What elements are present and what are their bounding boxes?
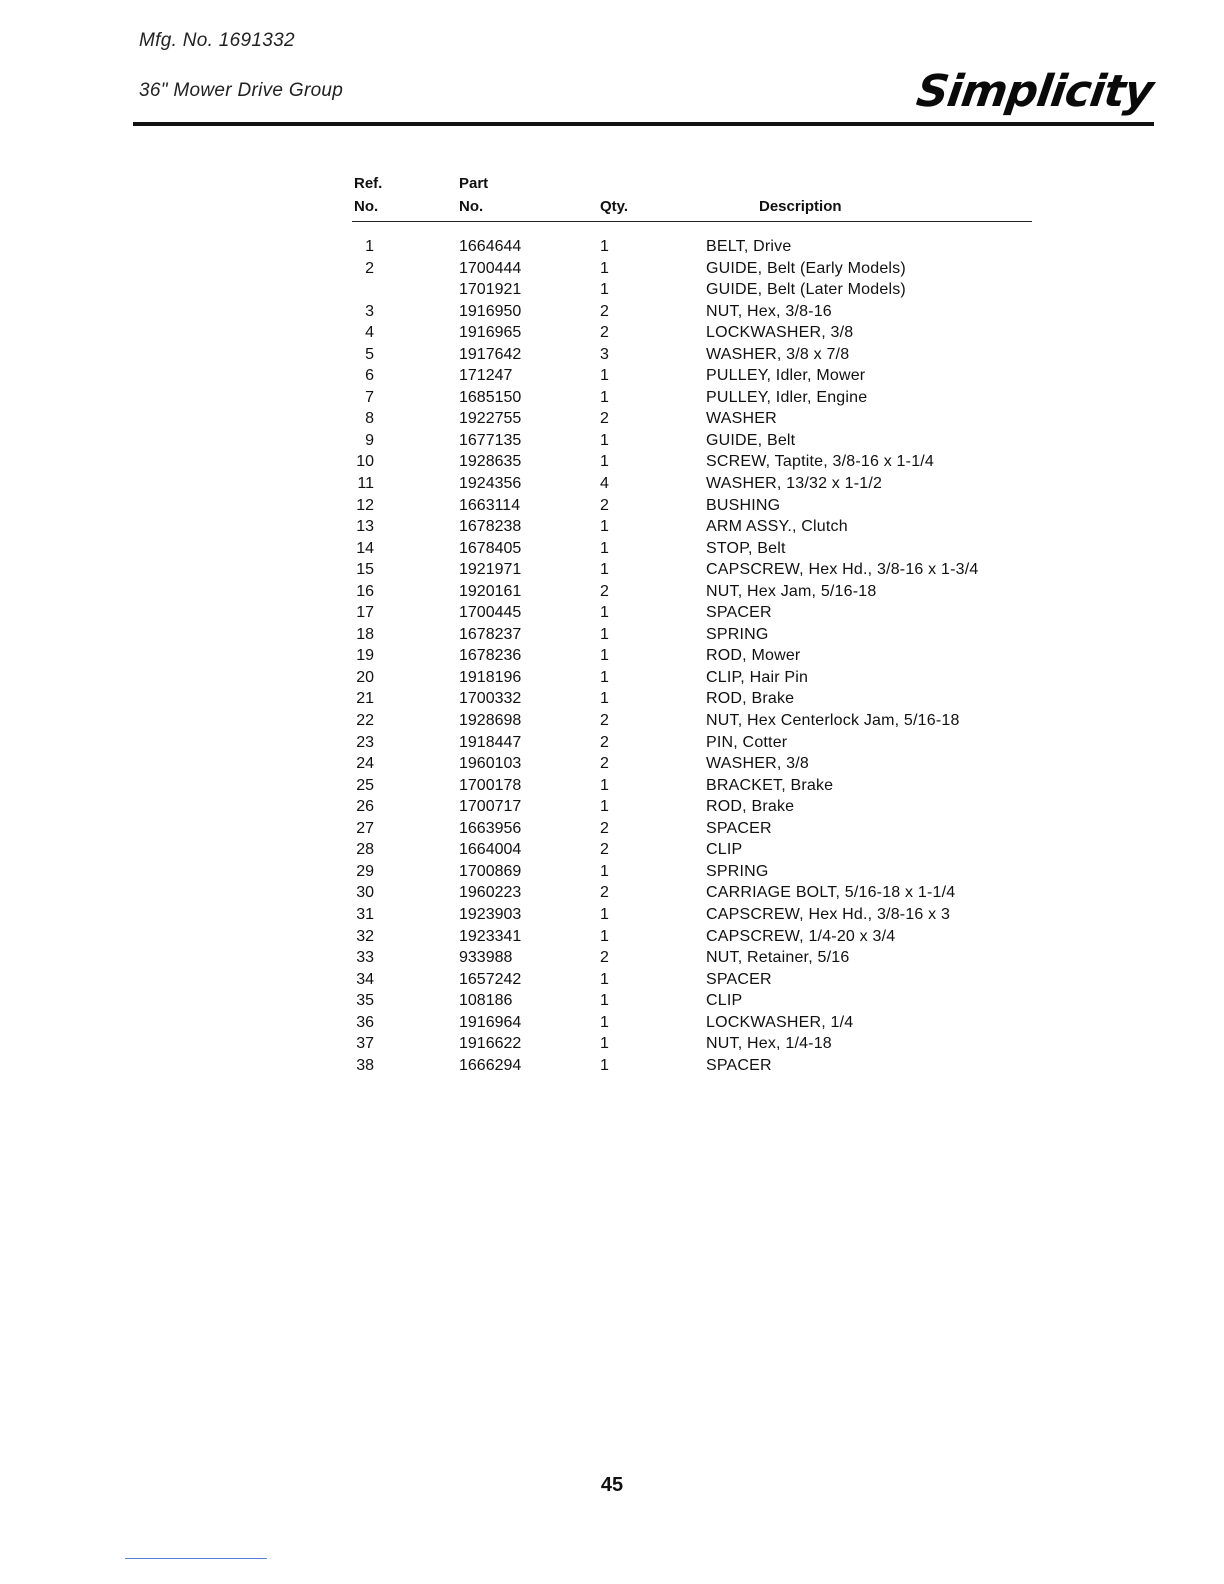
qty-cell: 2 (600, 733, 609, 751)
header-ref-no-label: No. (354, 198, 379, 215)
qty-cell: 1 (600, 668, 609, 686)
qty-cell: 3 (600, 345, 609, 363)
description-cell: CAPSCREW, Hex Hd., 3/8-16 x 3 (706, 905, 951, 923)
table-row (352, 559, 1032, 581)
description-cell: ROD, Brake (706, 690, 795, 708)
group-title: 36" Mower Drive Group (139, 80, 344, 101)
table-row (352, 236, 1032, 258)
ref-cell: 22 (356, 712, 374, 730)
description-cell: SCREW, Taptite, 3/8-16 x 1-1/4 (706, 453, 935, 471)
description-cell: SPRING (706, 625, 769, 643)
description-cell: NUT, Retainer, 5/16 (706, 949, 850, 967)
ref-cell: 30 (356, 884, 374, 902)
ref-cell: 20 (356, 668, 374, 686)
ref-cell: 4 (365, 324, 374, 342)
table-body (352, 236, 1032, 1076)
ref-cell: 15 (356, 561, 374, 579)
part-no-cell: 1700444 (459, 259, 522, 277)
part-no-cell: 1922755 (459, 410, 522, 428)
ref-cell: 6 (365, 367, 374, 385)
qty-cell: 2 (600, 496, 609, 514)
qty-cell: 1 (600, 604, 609, 622)
qty-cell: 1 (600, 970, 609, 988)
qty-cell: 2 (600, 819, 609, 837)
description-cell: PULLEY, Idler, Mower (706, 367, 866, 385)
table-row (352, 602, 1032, 624)
header-rule (133, 122, 1154, 126)
ref-cell: 18 (356, 625, 374, 643)
qty-cell: 1 (600, 992, 609, 1010)
ref-cell: 34 (356, 970, 374, 988)
table-row (352, 279, 1032, 301)
part-no-cell: 1701921 (459, 281, 522, 299)
qty-cell: 1 (600, 367, 609, 385)
qty-cell: 1 (600, 776, 609, 794)
description-cell: CARRIAGE BOLT, 5/16-18 x 1-1/4 (706, 884, 956, 902)
page-number: 45 (600, 1474, 624, 1496)
qty-cell: 2 (600, 712, 609, 730)
table-row (352, 1033, 1032, 1055)
table-row (352, 451, 1032, 473)
description-cell: BUSHING (706, 496, 781, 514)
part-no-cell: 1916964 (459, 1013, 522, 1031)
ref-cell: 32 (356, 927, 374, 945)
qty-cell: 1 (600, 281, 609, 299)
description-cell: SPACER (706, 970, 772, 988)
part-no-cell: 1664644 (459, 238, 522, 255)
table-row (352, 645, 1032, 667)
table-row (352, 775, 1032, 797)
description-cell: SPACER (706, 1056, 772, 1074)
part-no-cell: 1917642 (459, 345, 522, 363)
description-cell: ARM ASSY., Clutch (706, 518, 848, 536)
part-no-cell: 1918196 (459, 668, 522, 686)
ref-cell: 12 (356, 496, 374, 514)
table-row (352, 904, 1032, 926)
part-no-cell: 1663956 (459, 819, 522, 837)
ref-cell: 2 (365, 259, 374, 277)
description-cell: PIN, Cotter (706, 733, 788, 751)
part-no-cell: 1677135 (459, 431, 522, 449)
table-row (352, 818, 1032, 840)
part-no-cell: 1921971 (459, 561, 522, 579)
part-no-cell: 1666294 (459, 1056, 522, 1074)
qty-cell: 1 (600, 905, 609, 923)
ref-cell: 36 (356, 1013, 374, 1031)
qty-cell: 1 (600, 431, 609, 449)
ref-cell: 11 (357, 475, 374, 493)
description-cell: LOCKWASHER, 1/4 (706, 1013, 854, 1031)
table-row (352, 430, 1032, 452)
table-row (352, 581, 1032, 603)
qty-cell: 1 (600, 927, 609, 945)
part-no-cell: 1657242 (459, 970, 522, 988)
part-no-cell: 1700717 (459, 798, 522, 816)
mfg-number: Mfg. No. 1691332 (139, 30, 295, 51)
ref-cell: 27 (356, 819, 374, 837)
part-no-cell: 1916622 (459, 1035, 522, 1053)
ref-cell: 14 (356, 539, 374, 557)
qty-cell: 2 (600, 302, 609, 320)
ref-cell: 8 (365, 410, 374, 428)
header-part-label: Part (459, 175, 489, 192)
description-cell: LOCKWASHER, 3/8 (706, 324, 854, 342)
ref-cell: 21 (356, 690, 374, 708)
qty-cell: 2 (600, 755, 609, 773)
qty-cell: 4 (600, 475, 609, 493)
header-qty-label: Qty. (600, 198, 629, 215)
part-no-cell: 1960103 (459, 755, 522, 773)
part-no-cell: 1663114 (459, 496, 521, 514)
description-cell: SPACER (706, 604, 772, 622)
description-cell: WASHER (706, 410, 777, 428)
ref-cell: 25 (356, 776, 374, 794)
qty-cell: 1 (600, 561, 609, 579)
part-no-cell: 1924356 (459, 475, 522, 493)
ref-cell: 37 (356, 1035, 374, 1053)
table-row (352, 495, 1032, 517)
ref-cell: 35 (356, 992, 374, 1010)
description-cell: CLIP (706, 841, 743, 859)
part-no-cell: 171247 (459, 367, 513, 385)
ref-cell: 24 (356, 755, 374, 773)
table-row (352, 688, 1032, 710)
description-cell: CAPSCREW, Hex Hd., 3/8-16 x 1-3/4 (706, 561, 979, 579)
qty-cell: 1 (600, 862, 609, 880)
part-no-cell: 1918447 (459, 733, 522, 751)
table-row (352, 990, 1032, 1012)
ref-cell: 1 (365, 238, 374, 255)
part-no-cell: 1700332 (459, 690, 522, 708)
qty-cell: 2 (600, 582, 609, 600)
description-cell: GUIDE, Belt (706, 431, 796, 449)
description-cell: NUT, Hex, 1/4-18 (706, 1035, 832, 1053)
table-row (352, 947, 1032, 969)
qty-cell: 1 (600, 625, 609, 643)
qty-cell: 2 (600, 324, 609, 342)
table-row (352, 926, 1032, 948)
description-cell: WASHER, 3/8 x 7/8 (706, 345, 850, 363)
description-cell: CAPSCREW, 1/4-20 x 3/4 (706, 927, 896, 945)
part-no-cell: 1916965 (459, 324, 522, 342)
table-row (352, 969, 1032, 991)
qty-cell: 2 (600, 841, 609, 859)
table-row (352, 732, 1032, 754)
parts-table (352, 173, 1032, 1076)
part-no-cell: 1664004 (459, 841, 522, 859)
part-no-cell: 1923903 (459, 905, 522, 923)
part-no-cell: 1678236 (459, 647, 522, 665)
table-row (352, 667, 1032, 689)
description-cell: NUT, Hex Jam, 5/16-18 (706, 582, 877, 600)
table-row (352, 861, 1032, 883)
ref-cell: 7 (365, 388, 374, 406)
part-no-cell: 1700445 (459, 604, 522, 622)
brand-logo: Simplicity (913, 66, 1156, 117)
table-row (352, 473, 1032, 495)
description-cell: WASHER, 13/32 x 1-1/2 (706, 475, 883, 493)
description-cell: GUIDE, Belt (Early Models) (706, 259, 906, 277)
ref-cell: 28 (356, 841, 374, 859)
qty-cell: 2 (600, 410, 609, 428)
qty-cell: 2 (600, 884, 609, 902)
part-no-cell: 1700178 (459, 776, 522, 794)
ref-cell: 5 (365, 345, 374, 363)
footer-divider (125, 1558, 267, 1559)
table-row (352, 624, 1032, 646)
qty-cell: 1 (600, 690, 609, 708)
ref-cell: 9 (365, 431, 374, 449)
description-cell: PULLEY, Idler, Engine (706, 388, 868, 406)
qty-cell: 1 (600, 453, 609, 471)
table-row (352, 516, 1032, 538)
qty-cell: 1 (600, 798, 609, 816)
table-row (352, 538, 1032, 560)
qty-cell: 1 (600, 388, 609, 406)
part-no-cell: 1920161 (459, 582, 522, 600)
table-row (352, 1055, 1032, 1077)
description-cell: SPRING (706, 862, 769, 880)
table-header (352, 173, 1032, 222)
ref-cell: 16 (356, 582, 374, 600)
description-cell: ROD, Brake (706, 798, 795, 816)
part-no-cell: 1700869 (459, 862, 522, 880)
qty-cell: 1 (600, 647, 609, 665)
table-row (352, 710, 1032, 732)
header-part-no-label: No. (459, 198, 484, 215)
qty-cell: 1 (600, 539, 609, 557)
table-row (352, 258, 1032, 280)
header-description-label: Description (759, 198, 842, 215)
ref-cell: 33 (356, 949, 374, 967)
ref-cell: 17 (356, 604, 374, 622)
ref-cell: 38 (356, 1056, 374, 1074)
description-cell: NUT, Hex Centerlock Jam, 5/16-18 (706, 712, 960, 730)
table-row (352, 796, 1032, 818)
description-cell: STOP, Belt (706, 539, 786, 557)
table-row (352, 344, 1032, 366)
part-no-cell: 1928698 (459, 712, 522, 730)
description-cell: SPACER (706, 819, 772, 837)
part-no-cell: 1916950 (459, 302, 522, 320)
table-row (352, 882, 1032, 904)
ref-cell: 13 (356, 518, 374, 536)
qty-cell: 2 (600, 949, 609, 967)
part-no-cell: 1678237 (459, 625, 522, 643)
table-row (352, 753, 1032, 775)
ref-cell: 3 (365, 302, 374, 320)
table-row (352, 365, 1032, 387)
ref-cell: 31 (356, 905, 374, 923)
description-cell: GUIDE, Belt (Later Models) (706, 281, 906, 299)
part-no-cell: 1678405 (459, 539, 522, 557)
part-no-cell: 108186 (459, 992, 513, 1010)
table-row (352, 1012, 1032, 1034)
part-no-cell: 1960223 (459, 884, 522, 902)
description-cell: WASHER, 3/8 (706, 755, 809, 773)
part-no-cell: 1928635 (459, 453, 522, 471)
ref-cell: 23 (356, 733, 374, 751)
part-no-cell: 1678238 (459, 518, 522, 536)
part-no-cell: 933988 (459, 949, 513, 967)
description-cell: BRACKET, Brake (706, 776, 834, 794)
table-row (352, 322, 1032, 344)
part-no-cell: 1923341 (459, 927, 522, 945)
qty-cell: 1 (600, 259, 609, 277)
qty-cell: 1 (600, 238, 609, 255)
table-row (352, 839, 1032, 861)
table-row (352, 408, 1032, 430)
qty-cell: 1 (600, 1056, 609, 1074)
ref-cell: 26 (356, 798, 374, 816)
description-cell: NUT, Hex, 3/8-16 (706, 302, 832, 320)
table-row (352, 301, 1032, 323)
ref-cell: 10 (356, 453, 374, 471)
qty-cell: 1 (600, 1035, 609, 1053)
ref-cell: 19 (356, 647, 374, 665)
qty-cell: 1 (600, 518, 609, 536)
description-cell: CLIP, Hair Pin (706, 668, 809, 686)
qty-cell: 1 (600, 1013, 609, 1031)
header-ref-label: Ref. (354, 175, 383, 192)
ref-cell: 29 (356, 862, 374, 880)
table-row (352, 387, 1032, 409)
description-cell: BELT, Drive (706, 238, 792, 255)
description-cell: ROD, Mower (706, 647, 801, 665)
description-cell: CLIP (706, 992, 743, 1010)
part-no-cell: 1685150 (459, 388, 522, 406)
